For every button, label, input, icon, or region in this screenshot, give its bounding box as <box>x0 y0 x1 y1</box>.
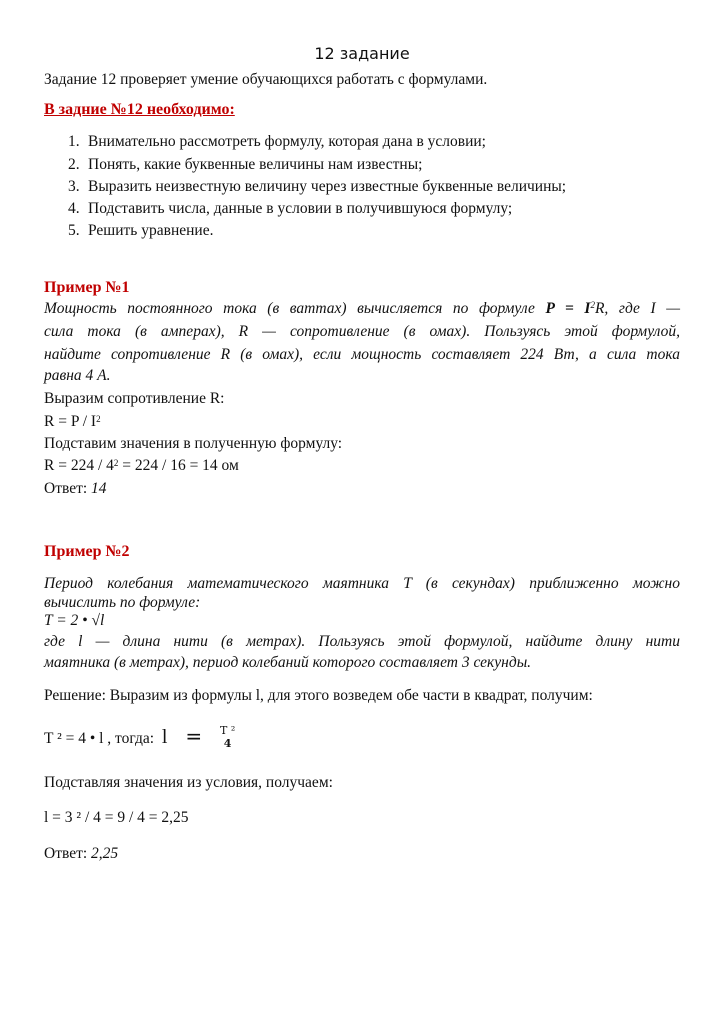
example1-heading: Пример №1 <box>44 279 130 296</box>
example1-step2: Подставим значения в полученную формулу: <box>44 435 343 452</box>
list-item: 2. Понять, какие буквенные величины нам известны; <box>68 156 423 173</box>
example2-substitute: Подставляя значения из условия, получаем: <box>44 774 333 791</box>
example2-formula: T = 2 • √l <box>44 612 105 629</box>
example1-formula2: $R = 224 / 4^2 = 224 / 16 = 14$ ом <box>44 457 239 474</box>
example1-step1: Выразим сопротивление R: <box>44 390 225 407</box>
example2-problem-line4: маятника (в метрах), период колебаний которого составляет 3 секунды. <box>44 654 532 671</box>
list-item: 4. Подставить числа, данные в условии в получившуюся формулу; <box>68 200 513 217</box>
example1-answer: Ответ: 14 <box>44 480 107 497</box>
example2-formula-t2: T ² = 4 • l , тогда: l = T ² 4 <box>44 724 236 751</box>
example2-heading: Пример №2 <box>44 543 130 560</box>
example1-problem-line4: равна 4 А. <box>44 367 111 384</box>
example1-formula1: $R = P / I^2$ <box>44 413 101 430</box>
example2-problem-line1: Период колебания математического маятника T (в секундах) приближенно можно <box>44 575 680 592</box>
needed-heading: В задние №12 необходимо: <box>44 101 235 118</box>
page-title: 12 задание <box>314 44 410 63</box>
fraction: T ² 4 <box>220 724 236 751</box>
example2-problem-line2: вычислить по формуле: <box>44 594 201 611</box>
list-item: 1. Внимательно рассмотреть формулу, которая дана в условии; <box>68 133 486 150</box>
example1-problem-line3: найдите сопротивление R (в омах), если мощность составляет 224 Вт, а сила тока <box>44 346 680 363</box>
list-item: 5. Решить уравнение. <box>68 222 214 239</box>
example2-solution: Решение: Выразим из формулы l, для этого возведем обе части в квадрат, получим: <box>44 687 593 704</box>
intro-text: Задание 12 проверяет умение обучающихся работать с формулами. <box>44 71 488 88</box>
list-item: 3. Выразить неизвестную величину через известные буквенные величины; <box>68 178 567 195</box>
example1-problem-line1: Мощность постоянного тока (в ваттах) вычисляется по формуле $P = I^2R$, где I — <box>44 300 680 317</box>
example1-problem-line2: сила тока (в амперах), R — сопротивление (в омах). Пользуясь этой формулой, <box>44 323 680 340</box>
example2-answer: Ответ: 2,25 <box>44 845 119 862</box>
example2-problem-line3: где l — длина нити (в метрах). Пользуясь этой формулой, найдите длину нити <box>44 633 680 650</box>
example2-result: l = 3 ² / 4 = 9 / 4 = 2,25 <box>44 809 189 826</box>
